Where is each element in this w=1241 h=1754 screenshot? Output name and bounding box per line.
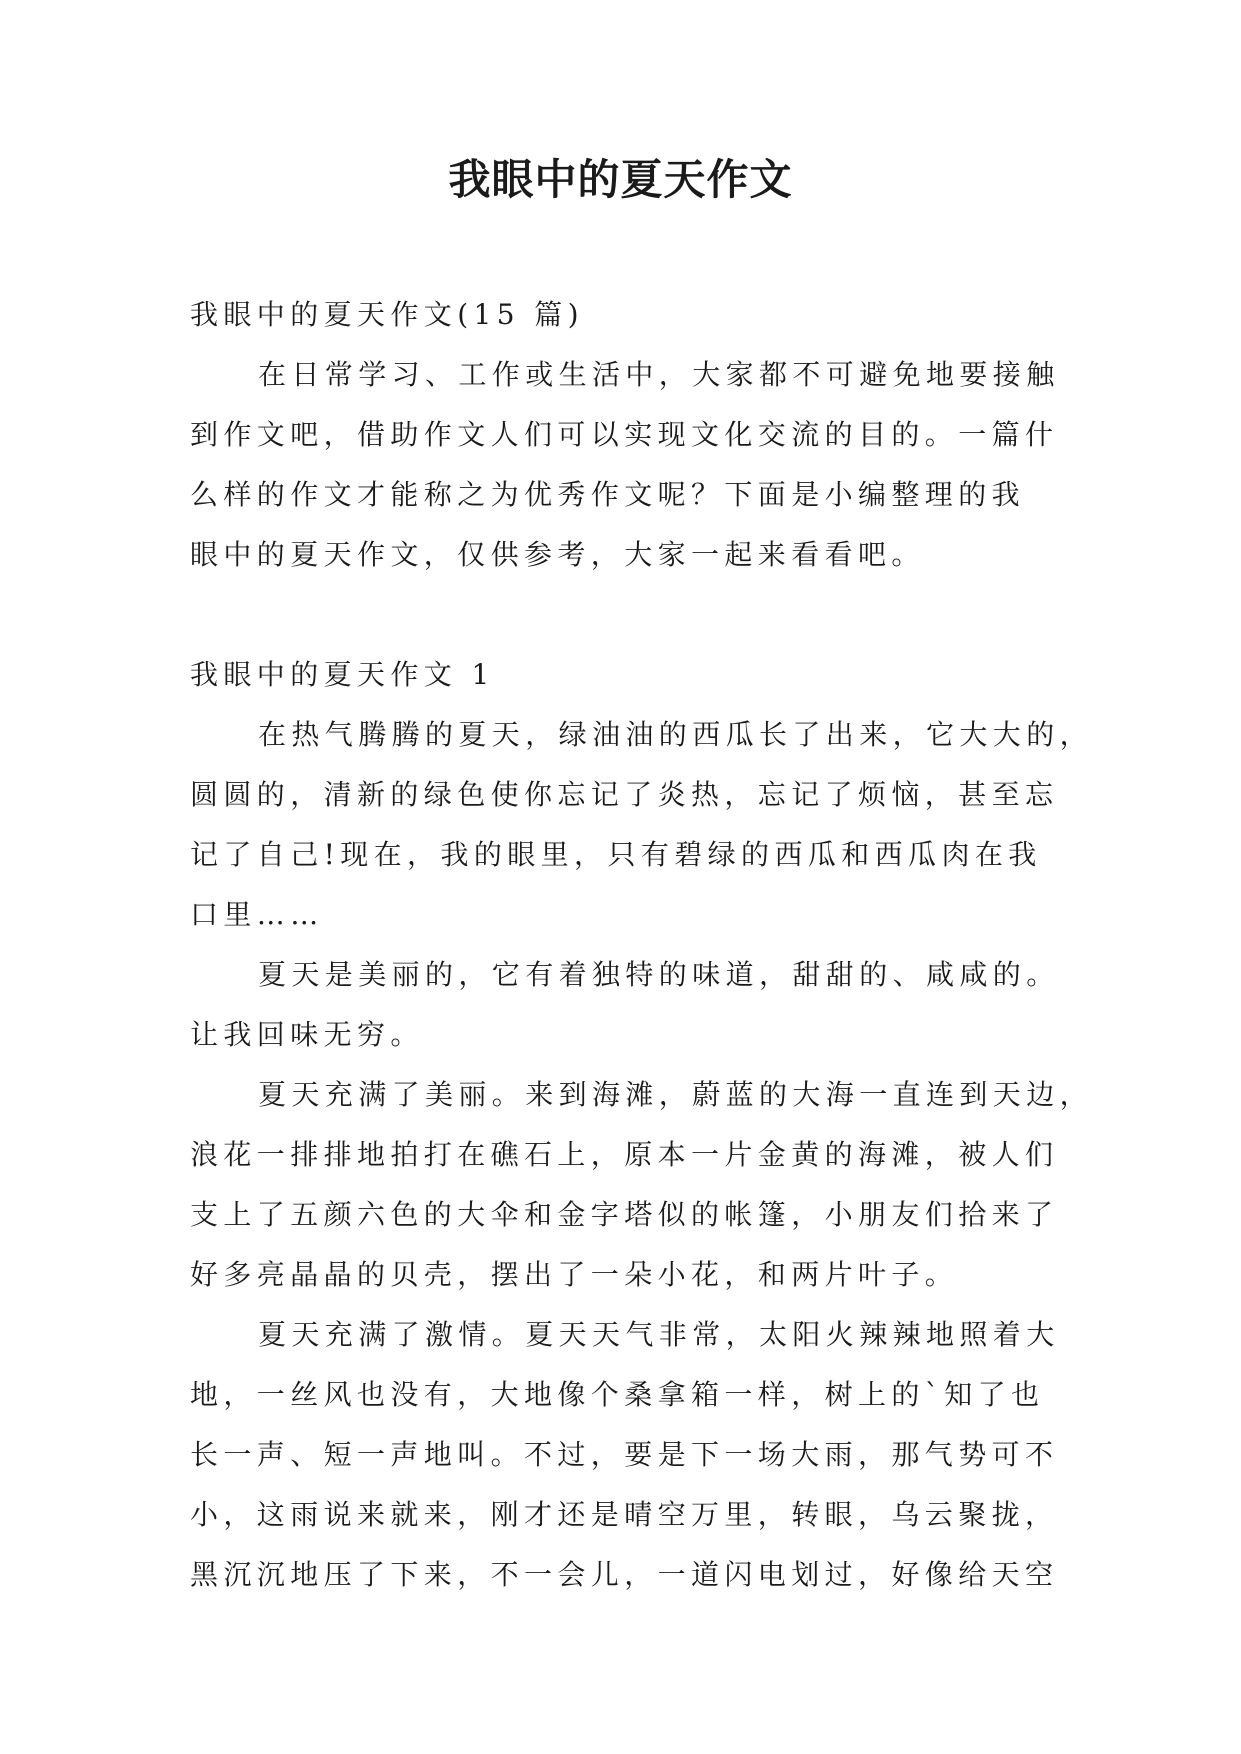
intro-line: 在日常学习、工作或生活中，大家都不可避免地要接触 [258, 358, 1060, 391]
paragraph-line: 好多亮晶晶的贝壳，摆出了一朵小花，和两片叶子。 [190, 1258, 959, 1291]
paragraph-line: 小，这雨说来就来，刚才还是晴空万里，转眼，乌云聚拢， [190, 1498, 1059, 1531]
paragraph-line: 支上了五颜六色的大伞和金字塔似的帐篷，小朋友们拾来了 [190, 1198, 1059, 1231]
paragraph-4 [190, 1305, 1060, 1605]
document-subtitle: 我眼中的夏天作文(15 篇) [190, 298, 584, 331]
intro-line: 么样的作文才能称之为优秀作文呢？下面是小编整理的我 [190, 478, 1026, 511]
paragraph-line: 在热气腾腾的夏天，绿油油的西瓜长了出来，它大大的， [258, 718, 1094, 751]
document-title: 我眼中的夏天作文 [448, 155, 793, 204]
paragraph-line: 黑沉沉地压了下来，不一会儿，一道闪电划过，好像给天空 [190, 1558, 1059, 1591]
intro-line: 眼中的夏天作文，仅供参考，大家一起来看看吧。 [190, 538, 925, 571]
paragraph-line: 夏天是美丽的，它有着独特的味道，甜甜的、咸咸的。 [258, 958, 1060, 991]
paragraph-line: 记了自己!现在，我的眼里，只有碧绿的西瓜和西瓜肉在我 [190, 838, 1042, 871]
paragraph-line: 口里…… [190, 898, 324, 931]
document-body [190, 285, 1094, 1605]
paragraph-1 [190, 705, 1094, 945]
paragraph-line: 长一声、短一声地叫。不过，要是下一场大雨，那气势可不 [190, 1438, 1059, 1471]
paragraph-line: 浪花一排排地拍打在礁石上，原本一片金黄的海滩，被人们 [190, 1138, 1059, 1171]
intro-paragraph [190, 345, 1060, 585]
paragraph-2 [190, 945, 1060, 1065]
paragraph-line: 夏天充满了激情。夏天天气非常，太阳火辣辣地照着大 [258, 1318, 1060, 1351]
paragraph-line: 夏天充满了美丽。来到海滩，蔚蓝的大海一直连到天边， [258, 1078, 1094, 1111]
intro-line: 到作文吧，借助作文人们可以实现文化交流的目的。一篇什 [190, 418, 1059, 451]
paragraph-3 [190, 1065, 1094, 1305]
section-heading: 我眼中的夏天作文 1 [190, 658, 495, 691]
paragraph-spacer [190, 585, 1052, 645]
paragraph-line: 让我回味无穷。 [190, 1018, 424, 1051]
paragraph-line: 圆圆的，清新的绿色使你忘记了炎热，忘记了烦恼，甚至忘 [190, 778, 1059, 811]
paragraph-line: 地，一丝风也没有，大地像个桑拿箱一样，树上的`知了也 [190, 1378, 1045, 1411]
